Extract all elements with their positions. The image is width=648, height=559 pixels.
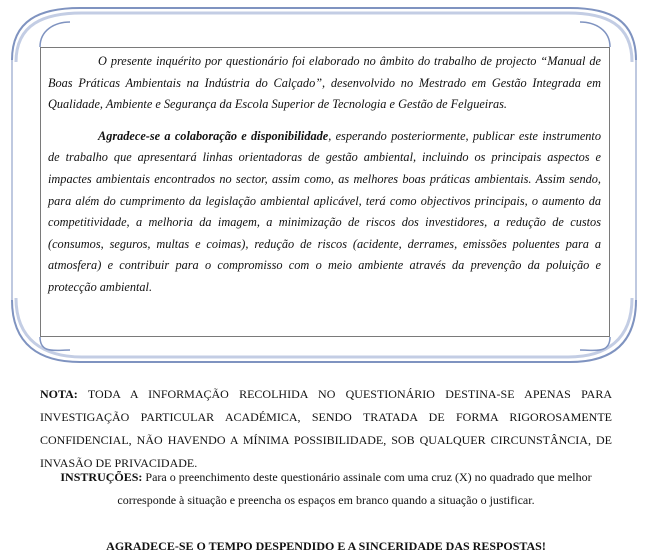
intro-paragraph-2 xyxy=(48,126,601,299)
instructions xyxy=(40,466,612,512)
intro-paragraph-2-text: , esperando posteriormente, publicar este instrumento de trabalho que apresentará linhas orientadoras de gestão ambiental, incluindo os principais aspectos e impactes ambientais encontrados no sector, assim como, as melhores boas práticas ambientais. Assim sendo, para além do cumprimento da legislação ambiental aplicável, terá como objectivos principais, o aumento da competitividade, a melhoria da imagem, a minimização de riscos dos investidores, a redução de custos (consumos, seguros, multas e coimas), redução de riscos (acidente, derrames, emissões poluentes para a atmosfera) e contribuir para o compromisso com o meio ambiente através da prevenção da poluição e protecção ambiental. xyxy=(48,128,601,294)
intro-paragraph-1: O presente inquérito por questionário foi elaborado no âmbito do trabalho de projecto “Manual de Boas Práticas Ambientais na Indústria do Calçado”, desenvolvido no Mestrado em Gestão Integrada em Qualidade, Ambiente e Segurança da Escola Superior de Tecnologia e Gestão de Felgueiras. xyxy=(48,54,601,112)
intro-text-box xyxy=(40,47,610,337)
instructions-label: INSTRUÇÕES: xyxy=(60,470,143,484)
note-label: NOTA: xyxy=(40,387,78,401)
confidentiality-note xyxy=(40,383,612,475)
instructions-text: Para o preenchimento deste questionário assinale com uma cruz (X) no quadrado que melhor corresponde à situação e preencha os espaços em branco quando a situação o justificar. xyxy=(117,470,592,507)
intro-paragraph-2-emphasis: Agradece-se a colaboração e disponibilidade xyxy=(98,128,329,143)
thanks-line: AGRADECE-SE O TEMPO DESPENDIDO E A SINCERIDADE DAS RESPOSTAS! xyxy=(106,539,546,553)
note-text: TODA A INFORMAÇÃO RECOLHIDA NO QUESTIONÁRIO DESTINA-SE APENAS PARA INVESTIGAÇÃO PARTICULAR ACADÉMICA, SENDO TRATADA DE FORMA RIGOROSAMENTE CONFIDENCIAL, NÃO HAVENDO A MÍNIMA POSSIBILIDADE, SOB QUALQUER CIRCUNSTÂNCIA, DE INVASÃO DE PRIVACIDADE. xyxy=(40,387,612,470)
